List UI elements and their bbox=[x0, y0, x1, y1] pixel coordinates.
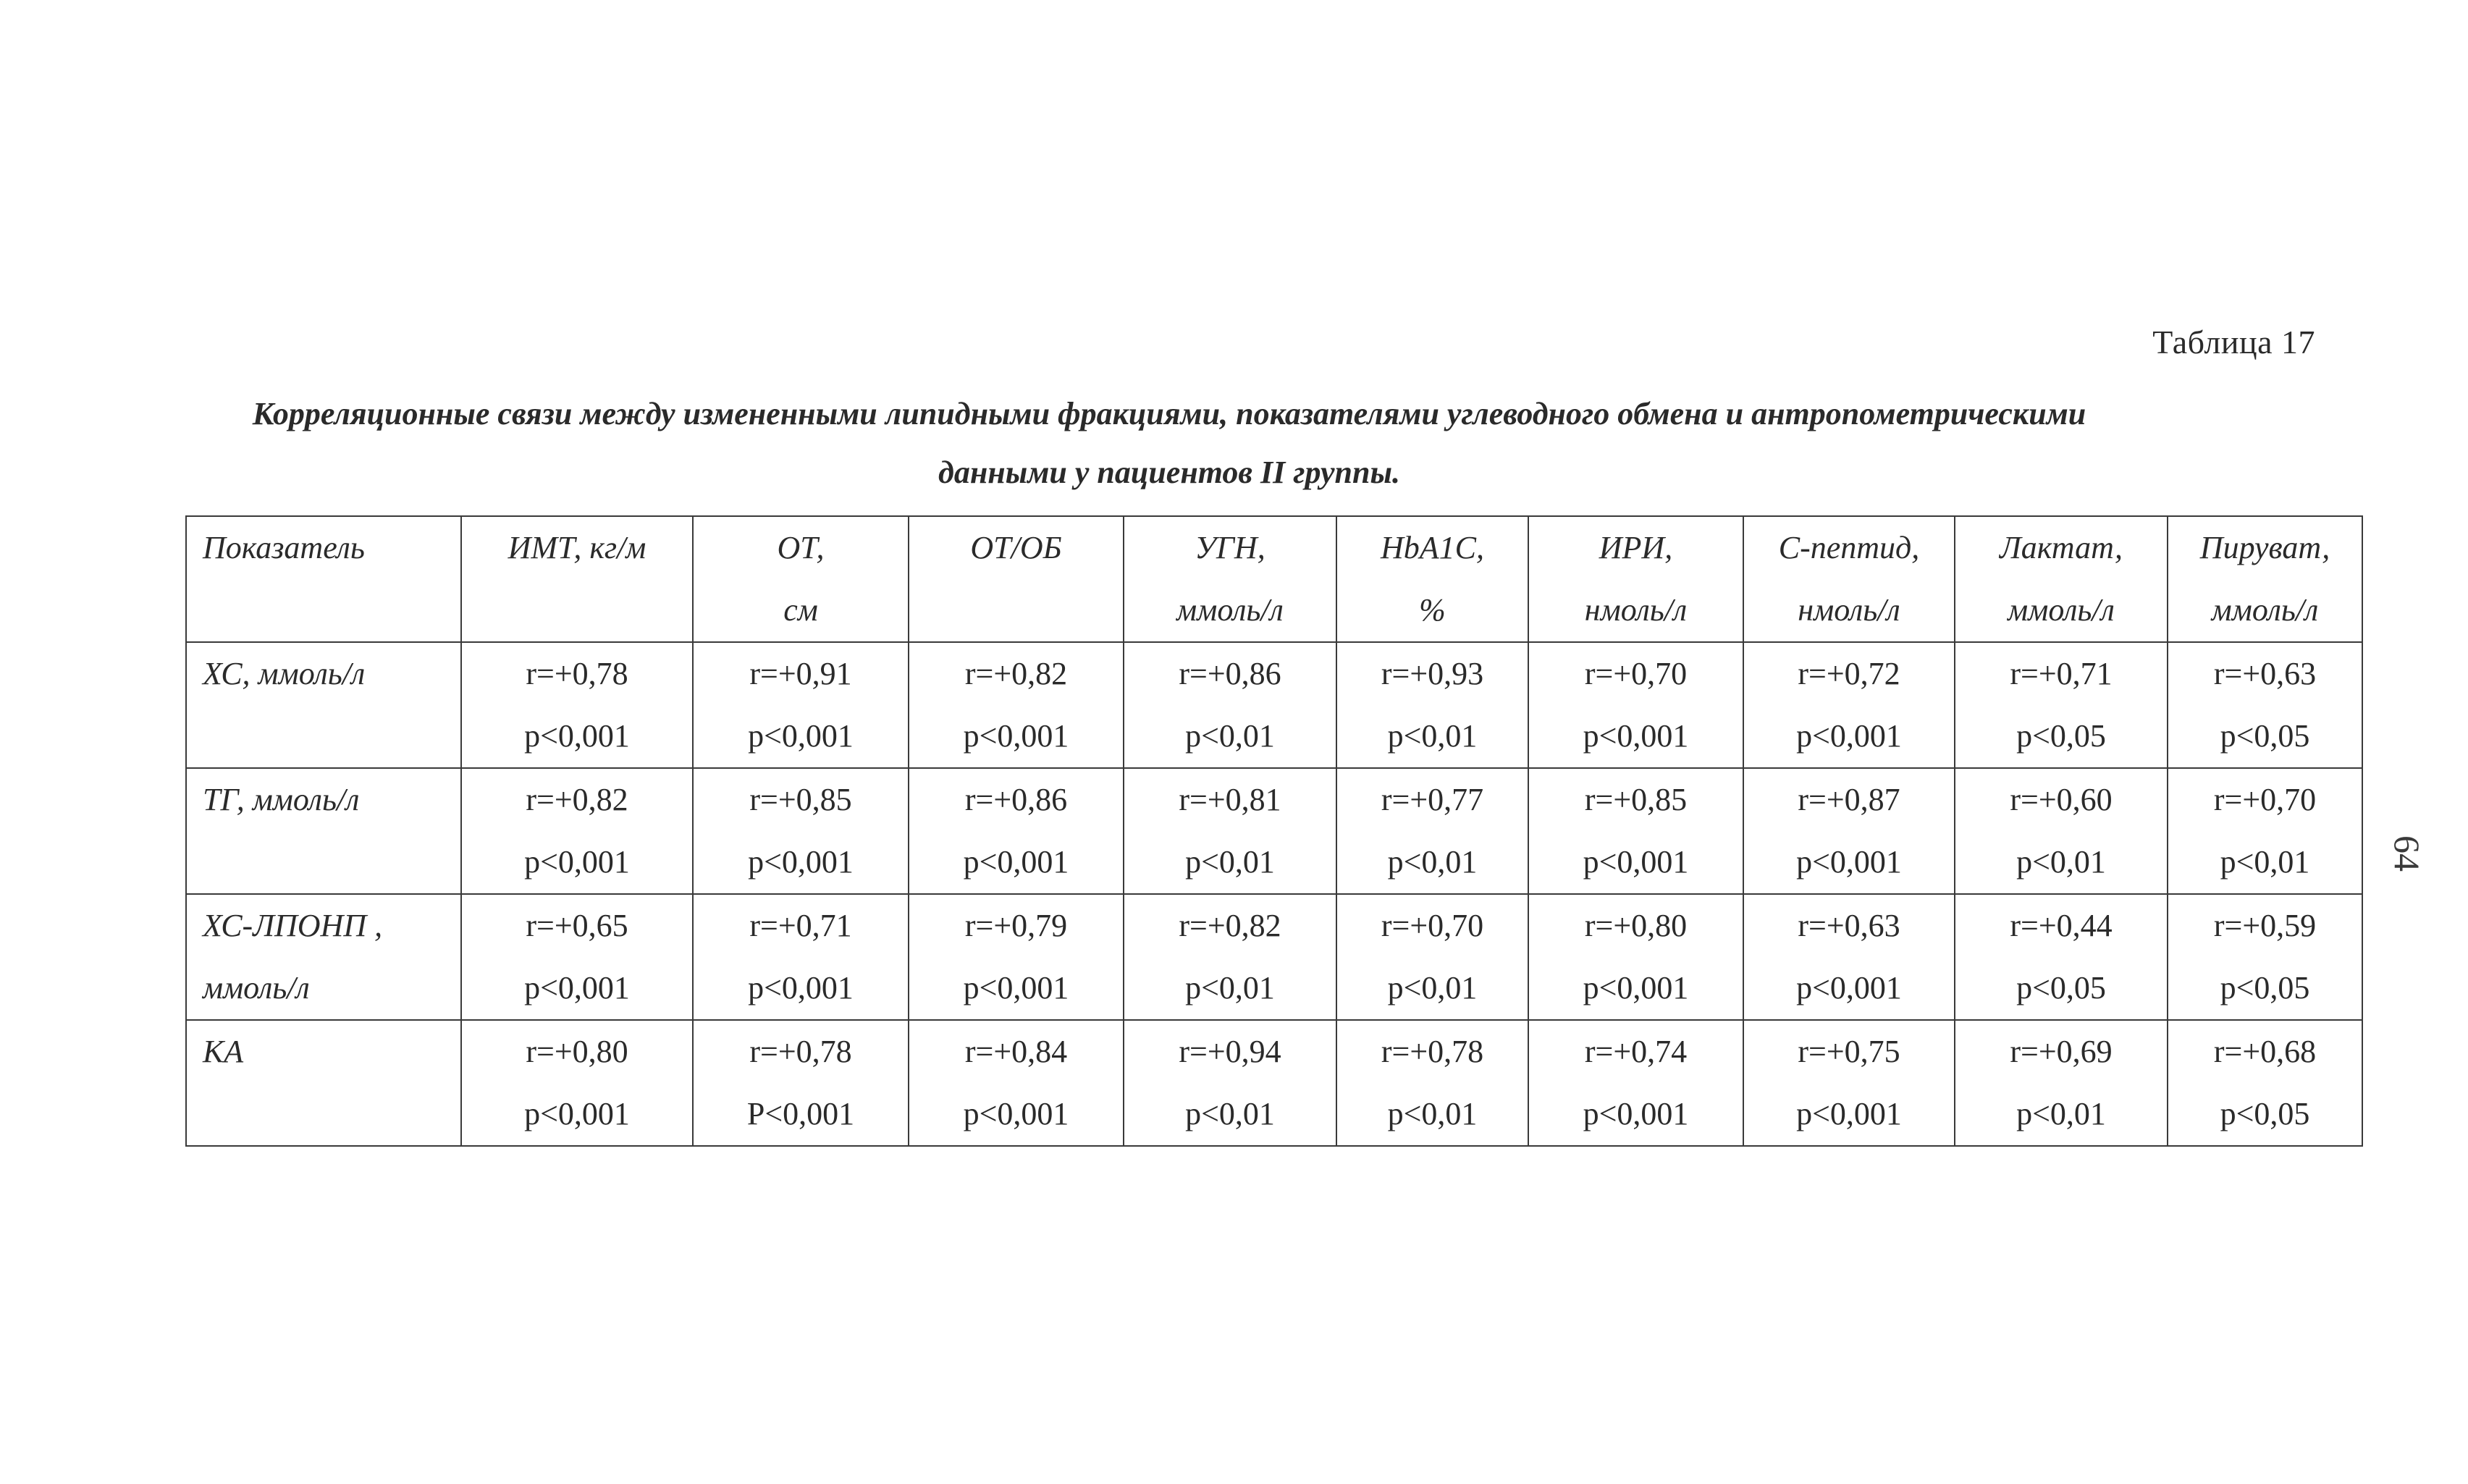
row-label-line-1: ХС, ммоль/л bbox=[203, 656, 366, 691]
correlation-cell bbox=[1743, 768, 1955, 894]
correlation-cell bbox=[461, 894, 693, 1020]
correlation-cell bbox=[1336, 1020, 1528, 1146]
p-value: p<0,001 bbox=[1796, 718, 1902, 754]
p-value: p<0,001 bbox=[1583, 718, 1689, 754]
p-value: p<0,01 bbox=[1387, 970, 1478, 1006]
correlation-coefficient: r=+0,78 bbox=[526, 656, 628, 691]
correlation-coefficient: r=+0,80 bbox=[526, 1034, 628, 1069]
header-cell-iri: ИРИ, нмоль/л bbox=[1528, 516, 1743, 642]
table-row bbox=[186, 642, 2362, 768]
correlation-coefficient: r=+0,79 bbox=[964, 908, 1068, 943]
table-number-label: Таблица 17 bbox=[2152, 324, 2315, 361]
p-value: p<0,001 bbox=[1796, 1096, 1902, 1131]
correlation-cell bbox=[2168, 768, 2362, 894]
p-value: p<0,01 bbox=[1185, 844, 1275, 880]
correlation-cell bbox=[1124, 1020, 1336, 1146]
correlation-coefficient: r=+0,80 bbox=[1584, 908, 1688, 943]
correlation-coefficient: r=+0,86 bbox=[1179, 656, 1281, 691]
page-number: 64 bbox=[2387, 835, 2427, 872]
header-cell-waist-hip-ratio: ОТ/ОБ bbox=[909, 516, 1124, 642]
correlation-coefficient: r=+0,91 bbox=[749, 656, 852, 691]
correlation-cell bbox=[909, 1020, 1124, 1146]
correlation-cell bbox=[461, 768, 693, 894]
p-value: p<0,01 bbox=[2016, 1096, 2106, 1131]
p-value: P<0,001 bbox=[746, 1096, 855, 1131]
correlation-coefficient: r=+0,75 bbox=[1798, 1034, 1900, 1069]
p-value: p<0,001 bbox=[524, 970, 630, 1006]
p-value: p<0,05 bbox=[2016, 970, 2106, 1006]
correlation-cell bbox=[1336, 894, 1528, 1020]
p-value: p<0,001 bbox=[524, 718, 630, 754]
correlation-coefficient: r=+0,70 bbox=[1584, 656, 1688, 691]
correlation-coefficient: r=+0,71 bbox=[2010, 656, 2113, 691]
correlation-cell bbox=[909, 894, 1124, 1020]
header-cell-bmi: ИМТ, кг/м bbox=[461, 516, 693, 642]
correlation-coefficient: r=+0,63 bbox=[1798, 908, 1900, 943]
p-value: p<0,05 bbox=[2220, 970, 2310, 1006]
correlation-coefficient: r=+0,84 bbox=[964, 1034, 1068, 1069]
header-cell-hba1c: HbA1C, % bbox=[1336, 516, 1528, 642]
p-value: p<0,001 bbox=[748, 718, 854, 754]
correlation-coefficient: r=+0,70 bbox=[2213, 782, 2317, 817]
p-value: p<0,01 bbox=[2220, 844, 2310, 880]
correlation-coefficient: r=+0,87 bbox=[1798, 782, 1900, 817]
p-value: p<0,05 bbox=[2220, 1096, 2310, 1131]
correlation-cell bbox=[2168, 1020, 2362, 1146]
row-label-line-2: ммоль/л bbox=[203, 970, 310, 1006]
correlation-cell bbox=[461, 642, 693, 768]
correlation-cell bbox=[1528, 642, 1743, 768]
table-caption-line-2: данными у пациентов II группы. bbox=[938, 455, 1400, 490]
correlation-coefficient: r=+0,77 bbox=[1381, 782, 1484, 817]
correlation-coefficient: r=+0,74 bbox=[1584, 1034, 1688, 1069]
correlation-coefficient: r=+0,85 bbox=[1584, 782, 1688, 817]
row-header-cell bbox=[186, 642, 461, 768]
p-value: p<0,01 bbox=[1185, 970, 1275, 1006]
header-cell-indicator: Показатель bbox=[186, 516, 461, 642]
header-cell-waist: ОТ, см bbox=[693, 516, 909, 642]
correlation-coefficient: r=+0,69 bbox=[2010, 1034, 2113, 1069]
p-value: p<0,001 bbox=[748, 844, 854, 880]
p-value: p<0,001 bbox=[1583, 844, 1689, 880]
p-value: p<0,001 bbox=[963, 718, 1069, 754]
correlation-cell bbox=[2168, 894, 2362, 1020]
p-value: p<0,001 bbox=[524, 1096, 630, 1131]
correlation-cell bbox=[1955, 642, 2168, 768]
correlation-coefficient: r=+0,85 bbox=[749, 782, 852, 817]
p-value: p<0,01 bbox=[1387, 718, 1478, 754]
correlation-cell bbox=[1955, 768, 2168, 894]
correlation-coefficient: r=+0,81 bbox=[1179, 782, 1281, 817]
correlation-cell bbox=[1955, 1020, 2168, 1146]
p-value: p<0,01 bbox=[1387, 1096, 1478, 1131]
correlation-cell bbox=[1124, 768, 1336, 894]
correlation-coefficient: r=+0,44 bbox=[2010, 908, 2113, 943]
p-value: p<0,01 bbox=[1387, 844, 1478, 880]
correlation-coefficient: r=+0,94 bbox=[1179, 1034, 1281, 1069]
p-value: p<0,01 bbox=[1185, 1096, 1275, 1131]
correlation-cell bbox=[693, 642, 909, 768]
correlation-coefficient: r=+0,59 bbox=[2213, 908, 2317, 943]
table-header-row bbox=[186, 516, 2362, 642]
correlation-coefficient: r=+0,82 bbox=[964, 656, 1068, 691]
p-value: p<0,001 bbox=[1583, 1096, 1689, 1131]
p-value: p<0,001 bbox=[1796, 970, 1902, 1006]
correlation-cell bbox=[1124, 894, 1336, 1020]
p-value: p<0,001 bbox=[524, 844, 630, 880]
correlation-coefficient: r=+0,70 bbox=[1381, 908, 1484, 943]
p-value: p<0,05 bbox=[2016, 718, 2106, 754]
row-header-cell bbox=[186, 1020, 461, 1146]
header-cell-pyruvate: Пируват, ммоль/л bbox=[2168, 516, 2362, 642]
row-header-cell bbox=[186, 894, 461, 1020]
correlation-cell bbox=[909, 642, 1124, 768]
correlation-coefficient: r=+0,78 bbox=[1381, 1034, 1484, 1069]
correlation-cell bbox=[1336, 642, 1528, 768]
p-value: p<0,001 bbox=[963, 844, 1069, 880]
p-value: p<0,01 bbox=[2016, 844, 2106, 880]
row-label-line-1: ХС-ЛПОНП , bbox=[203, 908, 383, 943]
p-value: p<0,001 bbox=[748, 970, 854, 1006]
correlation-cell bbox=[1124, 642, 1336, 768]
header-cell-fasting-glucose: УГН, ммоль/л bbox=[1124, 516, 1336, 642]
table-row bbox=[186, 768, 2362, 894]
correlation-coefficient: r=+0,82 bbox=[526, 782, 628, 817]
row-label-line-1: КА bbox=[203, 1034, 244, 1069]
correlation-table bbox=[185, 515, 2363, 1147]
correlation-cell bbox=[1528, 1020, 1743, 1146]
correlation-coefficient: r=+0,82 bbox=[1179, 908, 1281, 943]
correlation-coefficient: r=+0,86 bbox=[964, 782, 1068, 817]
p-value: p<0,01 bbox=[1185, 718, 1275, 754]
correlation-cell bbox=[2168, 642, 2362, 768]
correlation-cell bbox=[1955, 894, 2168, 1020]
correlation-cell bbox=[1336, 768, 1528, 894]
p-value: p<0,001 bbox=[963, 970, 1069, 1006]
correlation-cell bbox=[461, 1020, 693, 1146]
correlation-coefficient: r=+0,63 bbox=[2213, 656, 2317, 691]
correlation-cell bbox=[693, 1020, 909, 1146]
header-cell-lactate: Лактат, ммоль/л bbox=[1955, 516, 2168, 642]
correlation-cell bbox=[693, 894, 909, 1020]
correlation-cell bbox=[693, 768, 909, 894]
table-row bbox=[186, 894, 2362, 1020]
correlation-cell bbox=[1743, 1020, 1955, 1146]
correlation-cell bbox=[1743, 642, 1955, 768]
p-value: p<0,001 bbox=[963, 1096, 1069, 1131]
p-value: p<0,001 bbox=[1583, 970, 1689, 1006]
table-row bbox=[186, 1020, 2362, 1146]
correlation-coefficient: r=+0,68 bbox=[2213, 1034, 2317, 1069]
correlation-coefficient: r=+0,78 bbox=[749, 1034, 852, 1069]
p-value: p<0,001 bbox=[1796, 844, 1902, 880]
row-header-cell bbox=[186, 768, 461, 894]
correlation-cell bbox=[1743, 894, 1955, 1020]
correlation-cell bbox=[1528, 894, 1743, 1020]
correlation-cell bbox=[909, 768, 1124, 894]
row-label-line-1: ТГ, ммоль/л bbox=[203, 782, 360, 817]
correlation-cell bbox=[1528, 768, 1743, 894]
correlation-coefficient: r=+0,93 bbox=[1381, 656, 1484, 691]
table-caption-line-1: Корреляционные связи между измененными липидными фракциями, показателями углеводного обмена и антропометрическими bbox=[252, 396, 2086, 431]
correlation-coefficient: r=+0,72 bbox=[1798, 656, 1900, 691]
p-value: p<0,05 bbox=[2220, 718, 2310, 754]
correlation-coefficient: r=+0,71 bbox=[749, 908, 852, 943]
correlation-coefficient: r=+0,60 bbox=[2010, 782, 2113, 817]
header-cell-c-peptide: С-пептид, нмоль/л bbox=[1743, 516, 1955, 642]
correlation-coefficient: r=+0,65 bbox=[526, 908, 628, 943]
